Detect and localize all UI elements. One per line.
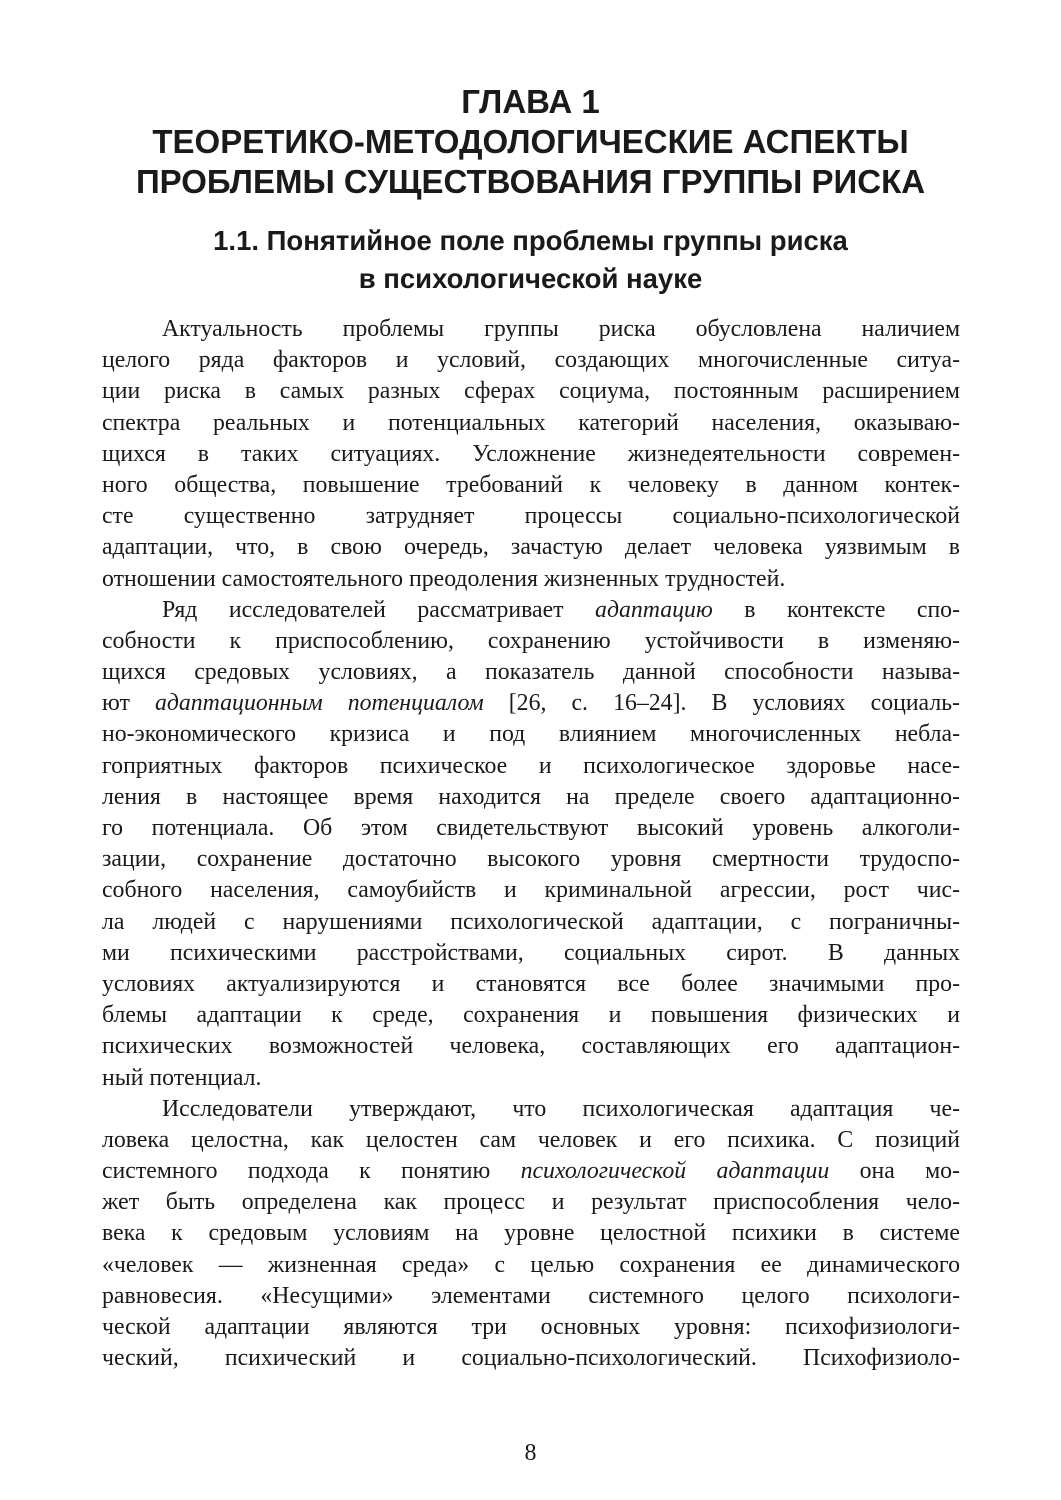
paragraph-3: [102, 1094, 960, 1375]
text-line: но-экономического кризиса и под влиянием многочисленных небла-: [102, 721, 960, 748]
text-line: [102, 595, 960, 626]
text-line: Актуальность проблемы группы риска обусловлена наличием: [162, 316, 960, 342]
text-line: ловека целостна, как целостен сам человек и его психика. С позиций: [102, 1126, 960, 1153]
text-line: блемы адаптации к среде, сохранения и повышения физических и: [102, 1002, 960, 1029]
text-line: ления в настоящее время находится на пределе своего адаптационно-: [102, 783, 960, 810]
text-run: [26, с. 16–24]. В условиях социаль-: [483, 690, 960, 717]
text-line: жет быть определена как процесс и результат приспособления чело-: [102, 1189, 960, 1216]
text-line: «человек — жизненная среда» с целью сохранения ее динамического: [102, 1251, 960, 1278]
text-line: [102, 688, 960, 719]
text-run: ют: [102, 690, 155, 717]
text-line: спектра реальных и потенциальных категорий населения, оказываю-: [102, 409, 960, 436]
chapter-title-line: ПРОБЛЕМЫ СУЩЕСТВОВАНИЯ ГРУППЫ РИСКА: [135, 163, 926, 200]
text-line: щихся средовых условиях, а показатель данной способности называ-: [102, 659, 960, 686]
text-line: века к средовым условиям на уровне целостной психики в системе: [102, 1220, 960, 1247]
text-line: ческой адаптации являются три основных уровня: психофизиологи-: [102, 1314, 960, 1340]
text-line: ческий, психический и социально-психологический. Психофизиоло-: [102, 1345, 960, 1372]
text-line: целого ряда факторов и условий, создающих многочисленные ситуа-: [102, 347, 960, 374]
paragraph-1: [102, 314, 960, 595]
text-line: Исследователи утверждают, что психологическая адаптация че-: [162, 1095, 960, 1122]
page-number: 8: [524, 1440, 537, 1466]
text-line: ми психическими расстройствами, социальных сирот. В данных: [102, 939, 960, 966]
text-line: собного населения, самоубийств и криминальной агрессии, рост чис-: [102, 877, 960, 904]
text-line: зации, сохранение достаточно высокого уровня смертности трудоспо-: [102, 846, 960, 873]
text-line: ции риска в самых разных сферах социума, постоянным расширением: [102, 378, 960, 405]
section-heading: [60, 222, 1001, 298]
chapter-heading: [60, 82, 1001, 202]
italic-term: адаптационным потенциалом: [154, 690, 484, 717]
text-line: щихся в таких ситуациях. Усложнение жизнедеятельности современ-: [102, 440, 960, 467]
text-line: ный потенциал.: [102, 1064, 262, 1091]
paragraph-2: [102, 595, 960, 1094]
text-line: психических возможностей человека, составляющих его адаптацион-: [102, 1033, 960, 1060]
text-line: равновесия. «Несущими» элементами системного целого психологи-: [102, 1282, 960, 1309]
italic-term: психологической адаптации: [520, 1158, 830, 1185]
text-line: условиях актуализируются и становятся все более значимыми про-: [102, 970, 960, 997]
section-title-line: в психологической науке: [358, 263, 703, 294]
section-title-line: 1.1. Понятийное поле проблемы группы риска: [213, 225, 848, 256]
text-line: ла людей с нарушениями психологической адаптации, с пограничны-: [102, 908, 960, 935]
text-line: адаптации, что, в свою очередь, зачастую делает человека уязвимым в: [102, 534, 960, 561]
text-line: го потенциала. Об этом свидетельствуют высокий уровень алкоголи-: [102, 815, 960, 841]
text-line: ного общества, повышение требований к человеку в данном контек-: [102, 471, 960, 498]
text-line: сте существенно затрудняет процессы социально-психологической: [102, 503, 960, 530]
text-line: [102, 1156, 960, 1187]
text-run: она мо-: [829, 1158, 960, 1185]
body-text: [102, 314, 960, 1374]
text-line: собности к приспособлению, сохранению устойчивости в изменяю-: [102, 627, 960, 654]
text-run: в контексте спо-: [712, 596, 960, 623]
chapter-title-line: ТЕОРЕТИКО-МЕТОДОЛОГИЧЕСКИЕ АСПЕКТЫ: [152, 123, 909, 160]
chapter-label: ГЛАВА 1: [461, 83, 600, 120]
italic-term: адаптацию: [595, 596, 713, 623]
text-run: системного подхода к понятию: [102, 1158, 521, 1185]
text-run: Ряд исследователей рассматривает: [162, 596, 596, 623]
text-line: отношении самостоятельного преодоления жизненных трудностей.: [102, 565, 786, 592]
text-line: гоприятных факторов психическое и психологическое здоровье насе-: [102, 752, 960, 779]
